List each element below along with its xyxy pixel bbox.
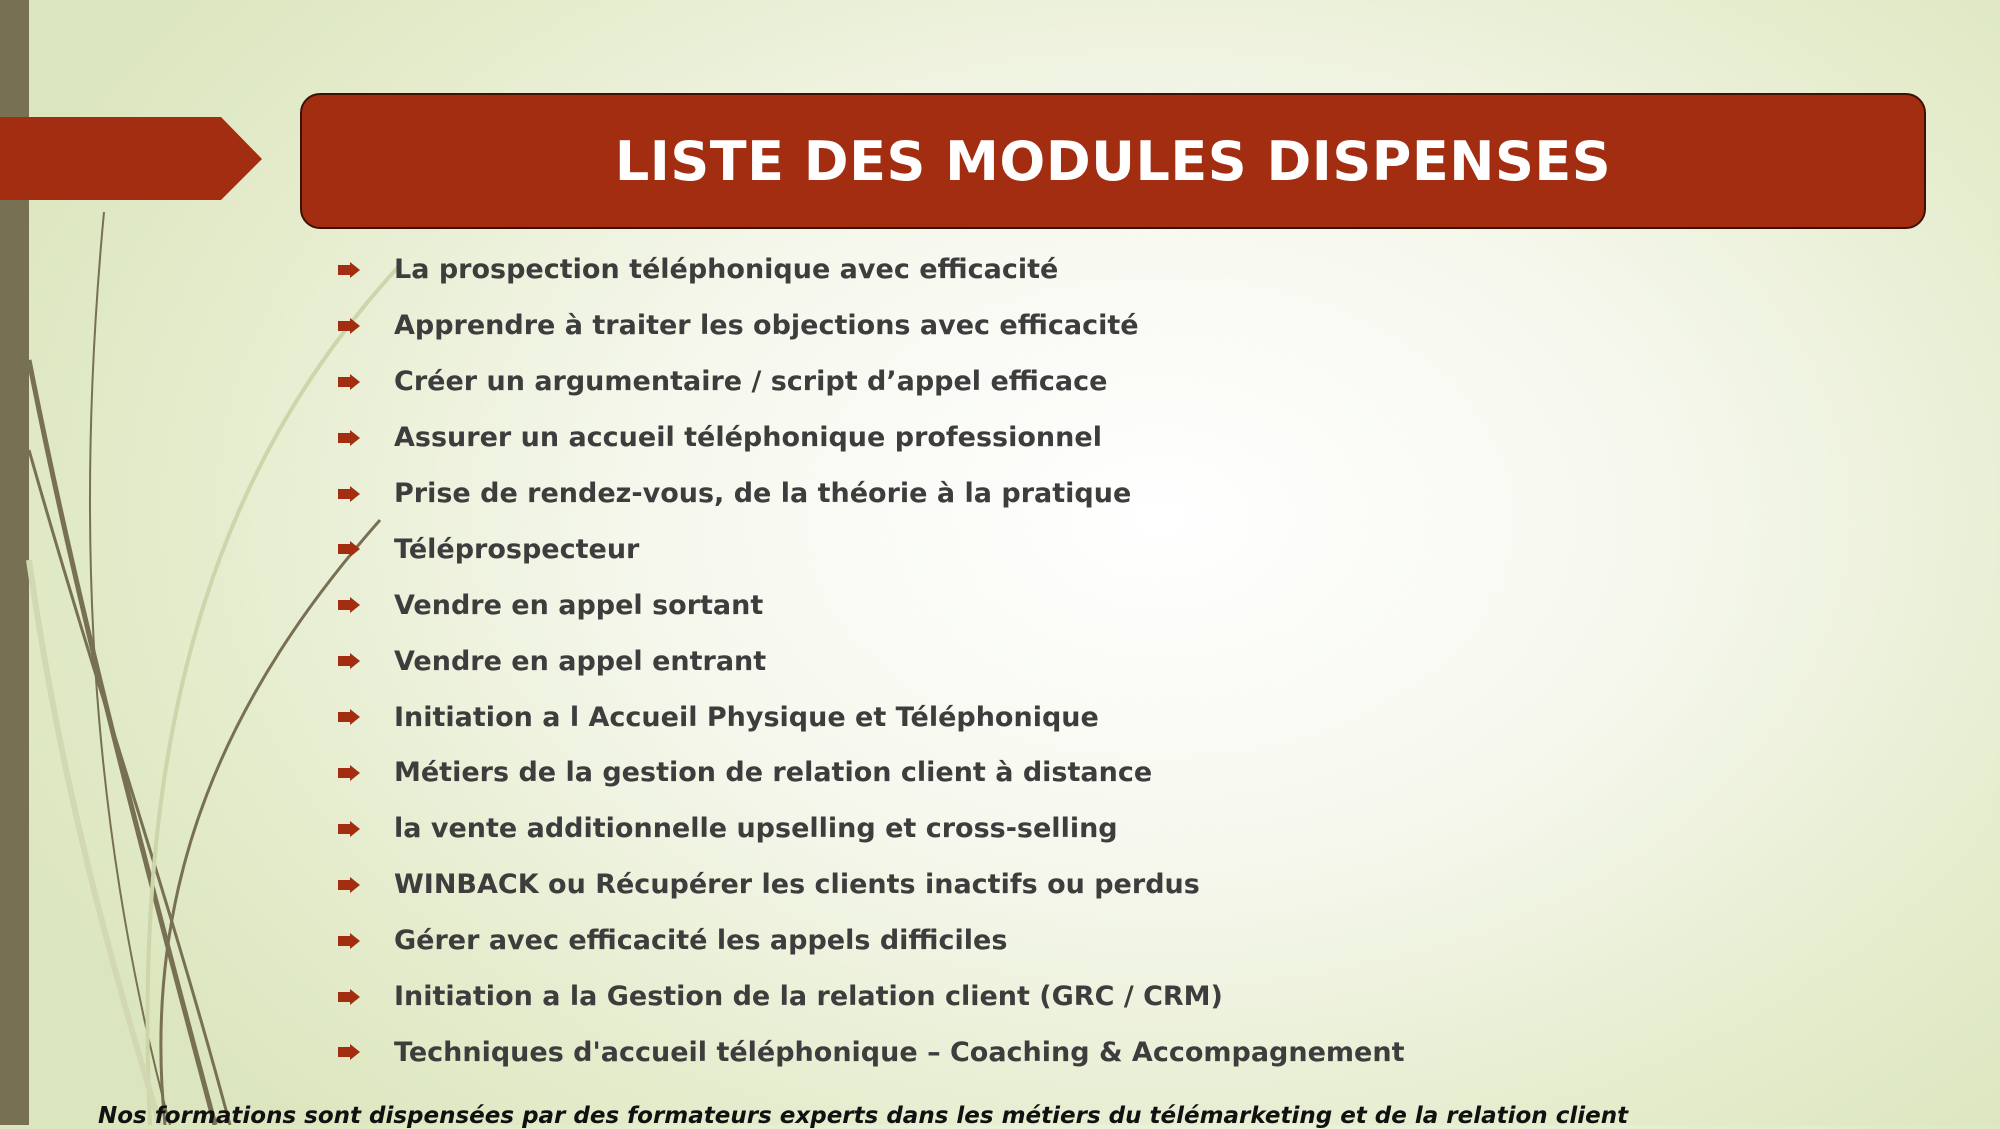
arrow-bullet-icon — [336, 877, 362, 893]
module-label: Téléprospecteur — [394, 533, 640, 565]
module-label: La prospection téléphonique avec efficacité — [394, 254, 1059, 286]
module-label: Gérer avec efficacité les appels difficiles — [394, 925, 1008, 957]
module-label: la vente additionnelle upselling et cross-selling — [394, 813, 1118, 845]
arrow-bullet-icon — [336, 262, 362, 278]
chevron-arrow-shape — [0, 117, 262, 200]
list-item — [336, 521, 1536, 577]
module-label: Prise de rendez-vous, de la théorie à la pratique — [394, 478, 1132, 509]
list-item — [336, 913, 1536, 969]
arrow-bullet-icon — [336, 374, 362, 390]
list-item — [336, 466, 1536, 522]
arrow-bullet-icon — [336, 709, 362, 725]
list-item — [336, 745, 1536, 801]
module-label: Créer un argumentaire / script d’appel efficace — [394, 366, 1108, 398]
module-label: Apprendre à traiter les objections avec efficacité — [394, 310, 1139, 342]
module-label: Initiation a la Gestion de la relation client (GRC / CRM) — [394, 981, 1223, 1013]
list-item — [336, 1024, 1536, 1080]
module-label: Techniques d'accueil téléphonique – Coaching & Accompagnement — [394, 1036, 1405, 1068]
list-item — [336, 298, 1536, 354]
module-label: Métiers de la gestion de relation client à distance — [394, 757, 1153, 789]
list-item — [336, 969, 1536, 1025]
title-banner — [300, 93, 1926, 229]
list-item — [336, 354, 1536, 410]
module-label: Assurer un accueil téléphonique professionnel — [394, 422, 1102, 454]
list-item — [336, 410, 1536, 466]
list-item — [336, 242, 1536, 298]
page-title: LISTE DES MODULES DISPENSES — [614, 129, 1612, 193]
footer-note: Nos formations sont dispensées par des formateurs experts dans les métiers du télémarketing et de la relation client — [98, 1103, 1629, 1129]
arrow-bullet-icon — [336, 933, 362, 949]
module-label: WINBACK ou Récupérer les clients inactifs ou perdus — [394, 869, 1200, 901]
arrow-bullet-icon — [336, 318, 362, 334]
arrow-bullet-icon — [336, 989, 362, 1005]
list-item — [336, 689, 1536, 745]
arrow-bullet-icon — [336, 821, 362, 837]
module-label: Initiation a l Accueil Physique et Téléphonique — [394, 701, 1099, 733]
arrow-bullet-icon — [336, 430, 362, 446]
module-list — [336, 242, 1536, 1080]
arrow-bullet-icon — [336, 1044, 362, 1060]
module-label: Vendre en appel sortant — [394, 589, 764, 621]
arrow-bullet-icon — [336, 765, 362, 781]
arrow-bullet-icon — [336, 486, 362, 502]
list-item — [336, 801, 1536, 857]
list-item — [336, 577, 1536, 633]
list-item — [336, 633, 1536, 689]
module-label: Vendre en appel entrant — [394, 645, 767, 677]
arrow-bullet-icon — [336, 653, 362, 669]
arrow-bullet-icon — [336, 597, 362, 613]
list-item — [336, 857, 1536, 913]
arrow-bullet-icon — [336, 541, 362, 557]
